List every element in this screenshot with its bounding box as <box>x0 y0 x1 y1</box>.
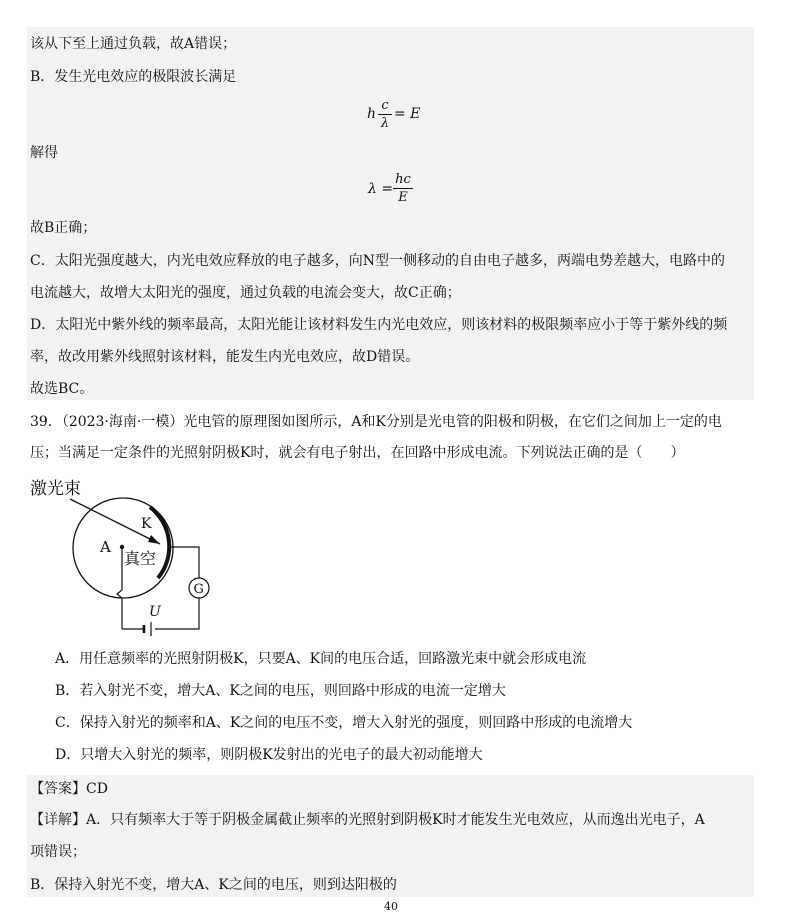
voltage-label: U <box>149 604 161 620</box>
eq1-h: h <box>367 106 377 122</box>
text-line: D．太阳光中紫外线的频率最高，太阳光能让该材料发生内光电效应，则该材料的极限频率应小于等于紫外线的频 <box>30 317 728 333</box>
detail-line: 项错误； <box>30 844 86 860</box>
page-number: 40 <box>384 900 398 913</box>
question-stem: 压；当满足一定条件的光照射阴极K时，就会有电子射出，在回路中形成电流。下列说法正确的是（ ） <box>30 445 685 461</box>
return-wire <box>155 598 199 629</box>
option-b: B．若入射光不变，增大A、K之间的电压，则回路中形成的电流一定增大 <box>55 683 506 699</box>
galvanometer-label: G <box>193 582 204 597</box>
eq2-numerator: hc <box>395 172 411 187</box>
option-c: C．保持入射光的频率和A、K之间的电压不变，增大入射光的强度，则回路中形成的电流增大 <box>55 715 633 731</box>
fraction-bar <box>378 114 392 115</box>
eq1-fraction <box>378 98 392 131</box>
text-line: 解得 <box>30 145 58 161</box>
question-stem: 39．（2023·海南·一模）光电管的原理图如图所示，A和K分别是光电管的阳极和阴极，在它们之间加上一定的电 <box>30 414 722 430</box>
phototube-circuit-figure <box>20 472 250 642</box>
eq2-denominator: E <box>398 190 408 205</box>
text-line: 电流越大，故增大太阳光的强度，通过负载的电流会变大，故C正确； <box>30 285 461 301</box>
detail-line: B．保持入射光不变，增大A、K之间的电压，则到达阳极的 <box>30 877 397 893</box>
beam-label: 激光束 <box>30 479 81 499</box>
text-line: 率，故改用紫外线照射该材料，能发生内光电效应，故D错误。 <box>30 349 420 365</box>
detail-line: 【详解】A．只有频率大于等于阴极金属截止频率的光照射到阴极K时才能发生光电效应，从而逸出光电子，A <box>30 812 705 828</box>
fraction-bar <box>393 188 413 189</box>
text-line: B．发生光电效应的极限波长满足 <box>30 69 237 85</box>
vacuum-label: 真空 <box>124 549 157 568</box>
eq1-denominator: λ <box>380 116 390 131</box>
arrow-head <box>148 535 160 544</box>
eq2-fraction <box>393 172 413 205</box>
answer-line: 【答案】CD <box>30 781 108 797</box>
option-d: D．只增大入射光的频率，则阴极K发射出的光电子的最大初动能增大 <box>55 747 483 763</box>
text-line: 该从下至上通过负载，故A错误； <box>30 36 237 52</box>
text-line: 故选BC。 <box>30 381 94 397</box>
anode-wire <box>117 549 122 629</box>
eq2-lhs: λ = <box>368 181 394 197</box>
cathode-label: K <box>141 516 152 532</box>
eq1-numerator: c <box>381 98 389 113</box>
anode-label: A <box>100 538 111 556</box>
text-line: C．太阳光强度越大，内光电效应释放的电子越多，向N型一侧移动的自由电子越多，两端电势差越大，电路中的 <box>30 253 725 269</box>
text-line: 故B正确； <box>30 220 97 236</box>
eq1-rhs: = E <box>394 106 421 122</box>
option-a: A．用任意频率的光照射阴极K，只要A、K间的电压合适，回路激光束中就会形成电流 <box>55 651 587 667</box>
